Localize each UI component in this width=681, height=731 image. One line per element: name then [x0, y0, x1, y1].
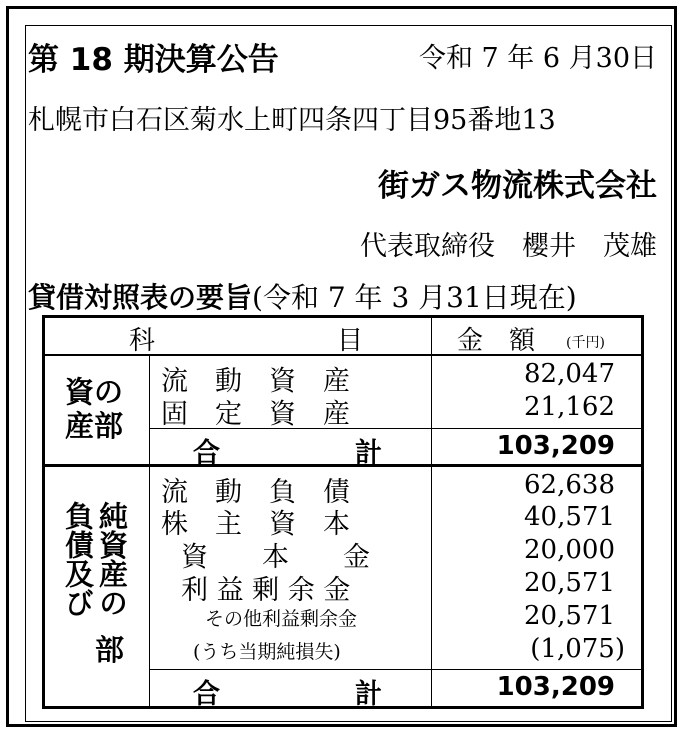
representative: 代表取締役 櫻井 茂雄	[360, 231, 657, 262]
assets-row-amount: 82,047	[524, 359, 615, 389]
column-amount-header: 金 額	[457, 326, 536, 356]
unit-label: (千円)	[566, 335, 605, 351]
liabilities-row-item: 利 益 剰 余 金	[181, 575, 351, 606]
liabilities-row-item: (うち当期純損失)	[193, 641, 341, 663]
assets-label-line2: 産部	[65, 409, 124, 443]
liabilities-label-end: 部	[95, 633, 125, 667]
amount-divider	[431, 318, 432, 706]
notice-title: 第 18 期決算公告	[28, 42, 279, 78]
liabilities-row-item: 流 動 負 債	[161, 477, 350, 508]
liabilities-row-amount: 62,638	[524, 470, 615, 500]
liabilities-total-label: 合 計	[193, 679, 382, 710]
liabilities-row-amount: 20,571	[524, 568, 615, 598]
liabilities-row-amount: 20,000	[524, 535, 615, 565]
liabilities-row-item: 株 主 資 本	[161, 509, 350, 540]
assets-total-label: 合 計	[193, 438, 382, 469]
liabilities-row-amount: 20,571	[524, 601, 615, 631]
company-address: 札幌市白石区菊水上町四条四丁目95番地13	[28, 105, 556, 136]
assets-row-item: 固 定 資 産	[161, 399, 350, 430]
assets-row-amount: 21,162	[524, 392, 615, 422]
heading-date: (令和 7 年 3 月31日現在)	[252, 281, 577, 314]
liabilities-row-amount: 40,571	[524, 502, 615, 532]
notice-date: 令和 7 年 6 月30日	[418, 43, 657, 74]
column-item-header: 科 目	[129, 326, 364, 356]
company-name: 街ガス物流株式会社	[378, 168, 657, 204]
balance-sheet-table	[42, 315, 644, 709]
group-divider	[149, 354, 150, 706]
liabilities-label-col2: 負債及び	[61, 501, 95, 617]
liabilities-label-col1: 純資産の	[95, 501, 129, 617]
assets-label-line1: 資の	[65, 375, 124, 409]
assets-row-item: 流 動 資 産	[161, 366, 350, 397]
liabilities-total-divider	[149, 669, 641, 670]
liabilities-total-amount: 103,209	[496, 672, 615, 702]
heading-main: 貸借対照表の要旨	[28, 281, 253, 314]
liabilities-row-amount: (1,075)	[530, 634, 625, 664]
liabilities-row-item: その他利益剰余金	[205, 608, 358, 630]
balance-sheet-heading	[28, 276, 577, 316]
assets-total-amount: 103,209	[496, 431, 615, 461]
liabilities-row-item: 資 本 金	[181, 542, 370, 573]
